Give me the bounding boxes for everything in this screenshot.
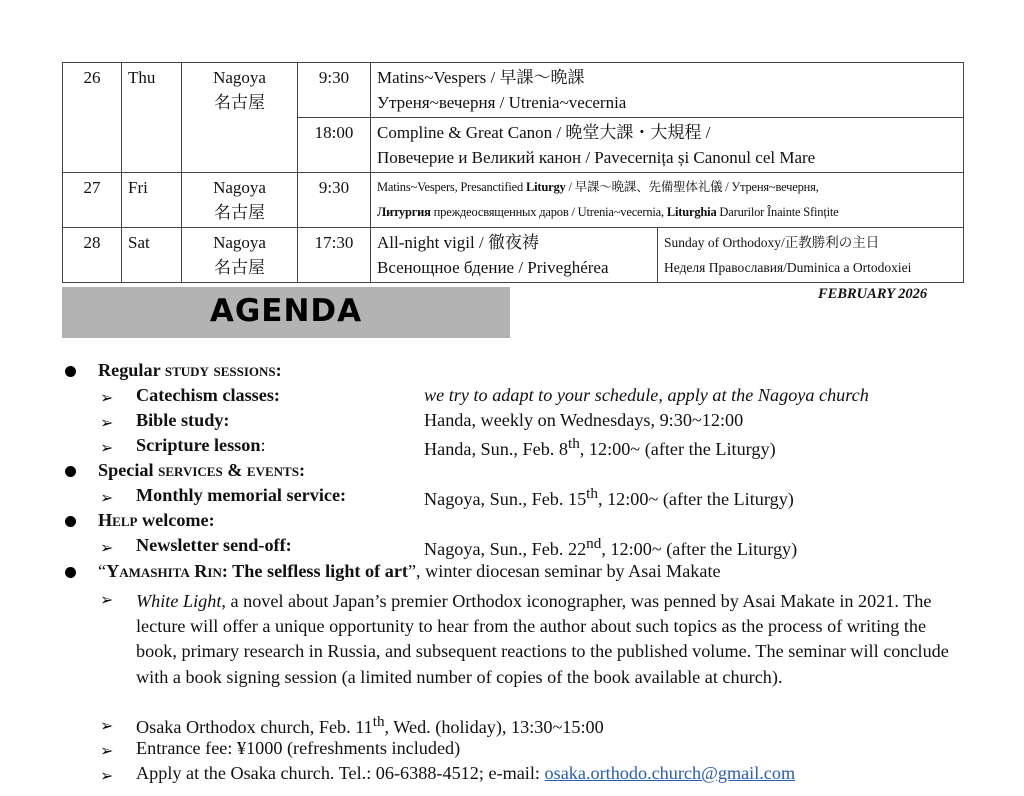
time-cell: 9:30 <box>298 173 371 228</box>
service-text-bold: Liturghia <box>666 205 717 219</box>
scripture-colon: : <box>260 435 266 455</box>
scripture-text <box>424 435 776 460</box>
city-name-jp: 名古屋 <box>214 203 265 222</box>
agenda-title: AGENDA <box>209 293 363 329</box>
venue-date: , Wed. (holiday), 13:30~15:00 <box>384 717 604 738</box>
scripture-label-text: Scripture lesson <box>136 435 261 455</box>
ordinal-suffix: th <box>567 435 580 452</box>
service-text-bold: Liturgy <box>526 180 566 194</box>
venue-text <box>136 713 604 738</box>
service-line: Всенощное бдение / Priveghérea <box>377 258 609 277</box>
apply-text: Apply at the Osaka church. Tel.: 06-6388-4512; e-mail: <box>136 763 545 783</box>
seminar-title: : The selfless light of art <box>221 561 408 581</box>
service-cell <box>371 63 964 118</box>
time-cell: 9:30 <box>298 63 371 118</box>
fee-text: Entrance fee: ¥1000 (refreshments included) <box>136 738 461 758</box>
ordinal-suffix: th <box>372 713 385 730</box>
date-text: , 12:00~ (after the Liturgy) <box>597 489 794 510</box>
arrow-bullet-icon: ➢ <box>100 413 114 432</box>
newsletter-label: Newsletter send-off: <box>136 535 292 555</box>
service-line: Matins~Vespers / 早課～晩課 <box>377 68 585 87</box>
heading-text: Special <box>98 460 159 480</box>
day-cell: 28 <box>63 228 122 283</box>
bible-label: Bible study: <box>136 410 230 430</box>
service-text: / 早課～晩課、先備聖体礼儀 / Утреня~вечерня, <box>565 180 819 194</box>
day-cell: 27 <box>63 173 122 228</box>
service-cell <box>371 228 658 283</box>
quote-mark: “ <box>98 561 107 581</box>
city-name-jp: 名古屋 <box>214 93 265 112</box>
date-text: , 12:00~ (after the Liturgy) <box>601 539 798 560</box>
service-line: Утреня~вечерня / Utrenia~vecernia <box>377 93 627 112</box>
arrow-bullet-icon: ➢ <box>100 488 114 507</box>
service-line: Compline & Great Canon / 晩堂大課・大規程 / <box>377 123 711 142</box>
agenda-header-bar <box>62 287 510 338</box>
weekday-cell: Thu <box>122 63 182 173</box>
seminar-description <box>136 589 966 690</box>
seminar-subtitle: ”, winter diocesan seminar by Asai Makate <box>407 561 721 581</box>
weekday-cell: Sat <box>122 228 182 283</box>
help-heading <box>98 510 215 531</box>
city-cell <box>182 173 298 228</box>
note-line: Неделя Православия/Duminica a Ortodoxiei <box>664 260 912 275</box>
study-heading <box>98 360 282 381</box>
schedule-row-26 <box>63 63 964 118</box>
seminar-heading <box>98 561 721 582</box>
arrow-bullet-icon: ➢ <box>100 766 114 785</box>
arrow-bullet-icon: ➢ <box>100 388 114 407</box>
venue-date: Osaka Orthodox church, Feb. 11 <box>136 717 373 738</box>
service-text-bold: Литургия <box>377 205 431 219</box>
note-cell <box>658 228 964 283</box>
book-title: White Light <box>136 591 222 611</box>
service-cell <box>371 118 964 173</box>
date-text: , 12:00~ (after the Liturgy) <box>579 439 776 460</box>
description-text: , a novel about Japan’s premier Orthodox iconographer, was penned by Asai Makate in 2021. The lecture will offer a unique opportunity to hear from the author about such topics as the process of writing the book, primary research in Russia, and subsequent reactions to the published volume. The seminar will conclude with a book signing session (a limited number of copies of the book available at church). <box>136 591 949 687</box>
ordinal-suffix: th <box>586 485 598 502</box>
memorial-text <box>424 485 794 510</box>
arrow-bullet-icon: ➢ <box>100 741 114 760</box>
city-cell <box>182 63 298 173</box>
bullet-icon <box>65 516 76 527</box>
weekday-cell: Fri <box>122 173 182 228</box>
apply-line <box>136 763 795 784</box>
arrow-bullet-icon: ➢ <box>100 538 114 557</box>
city-name: Nagoya <box>213 178 266 197</box>
newsletter-text <box>424 535 797 560</box>
date-text: Nagoya, Sun., Feb. 15 <box>424 489 587 510</box>
arrow-bullet-icon: ➢ <box>100 438 114 457</box>
service-text: преждеосвященных даров / Utrenia~vecernia, <box>430 205 667 219</box>
heading-smallcaps: services & events: <box>158 460 306 480</box>
month-label: FEBRUARY 2026 <box>818 286 928 302</box>
date-text: Handa, Sun., Feb. 8 <box>424 439 568 460</box>
city-name: Nagoya <box>213 68 266 87</box>
time-cell: 18:00 <box>298 118 371 173</box>
service-text: Matins~Vespers, Presanctified <box>377 180 526 194</box>
service-line <box>377 200 957 225</box>
service-line: All-night vigil / 徹夜祷 <box>377 233 539 252</box>
service-line <box>377 175 957 200</box>
special-heading <box>98 460 305 481</box>
bible-text: Handa, weekly on Wednesdays, 9:30~12:00 <box>424 410 744 430</box>
city-cell <box>182 228 298 283</box>
catechism-text: we try to adapt to your schedule, apply at the Nagoya church <box>424 385 869 405</box>
seminar-name: Yamashita Rin <box>106 561 222 581</box>
city-name-jp: 名古屋 <box>214 258 265 277</box>
date-text: Nagoya, Sun., Feb. 22 <box>424 539 587 560</box>
time-cell: 17:30 <box>298 228 371 283</box>
bullet-icon <box>65 466 76 477</box>
arrow-bullet-icon: ➢ <box>100 590 114 609</box>
service-text: Darurilor Înainte Sfințite <box>716 205 839 219</box>
ordinal-suffix: nd <box>586 535 602 552</box>
city-name: Nagoya <box>213 233 266 252</box>
service-cell <box>371 173 964 228</box>
schedule-row-28 <box>63 228 964 283</box>
note-line: Sunday of Orthodoxy/正教勝利の主日 <box>664 235 880 250</box>
schedule-row-27 <box>63 173 964 228</box>
heading-text: welcome: <box>137 510 215 530</box>
bullet-icon <box>65 366 76 377</box>
scripture-label <box>136 435 266 456</box>
heading-smallcaps: Help <box>98 510 138 530</box>
day-cell: 26 <box>63 63 122 173</box>
service-line: Повечерие и Великий канон / Pavecernița și Canonul cel Mare <box>377 148 816 167</box>
email-link[interactable]: osaka.orthodo.church@gmail.com <box>544 763 796 783</box>
memorial-label: Monthly memorial service: <box>136 485 347 505</box>
heading-text: Regular <box>98 360 165 380</box>
bullet-icon <box>65 567 76 578</box>
arrow-bullet-icon: ➢ <box>100 716 114 735</box>
catechism-label: Catechism classes: <box>136 385 280 405</box>
heading-smallcaps: study sessions: <box>164 360 282 380</box>
schedule-table <box>62 62 964 283</box>
